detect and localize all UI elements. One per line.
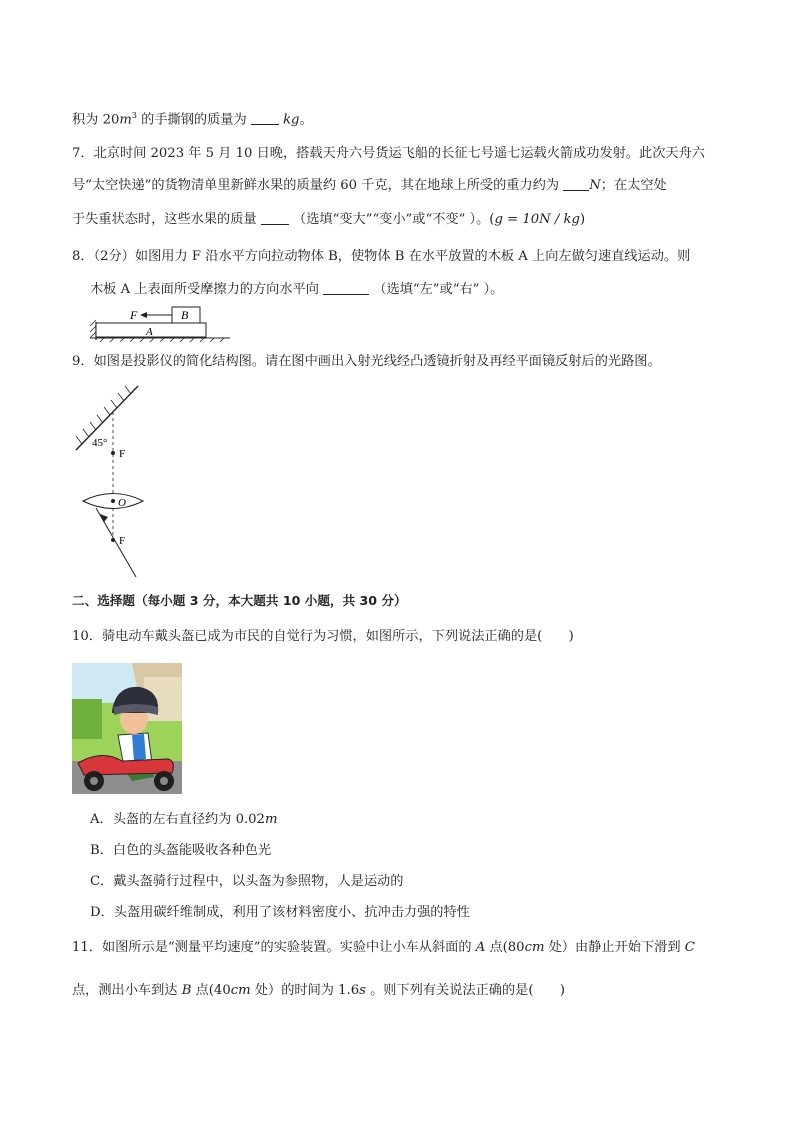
q8-figure [90, 302, 240, 346]
q11-unit-s: s [359, 983, 366, 998]
q8-force-arrowhead [140, 312, 147, 318]
q7-line2 [72, 176, 667, 196]
q9-center-label: O [118, 497, 126, 509]
q8-line1: 8．（2分）如图用力 F 沿水平方向拉动物体 B，使物体 B 在水平放置的木板 A 上向左做匀速直线运动。则 [72, 249, 691, 264]
q9-focus-top-label: F [119, 448, 126, 460]
q10-option-b[interactable]: B．白色的头盔能吸收各种色光 [90, 843, 272, 858]
q6-unit-m: m [119, 112, 132, 128]
q10-option-a-unit: m [264, 812, 278, 827]
q9-incident-ray [96, 508, 136, 577]
q8-label-a: A [146, 326, 153, 338]
q7-mass-blank[interactable] [261, 210, 289, 225]
q7-weight-blank[interactable] [563, 176, 589, 191]
q9-mirror-hatch [76, 386, 131, 444]
q9-lens-center [111, 499, 115, 503]
q9-focus-bottom-label: F [119, 535, 126, 547]
q11-l2-a: 点，测出小车到达 [72, 983, 182, 998]
q8-line2-post: （选填“左”或“右” ）。 [369, 282, 504, 297]
q11-l1-c: 处）由静止开始下滑到 [544, 940, 685, 955]
q10-text: 10．骑电动车戴头盔已成为市民的自觉行为习惯，如图所示，下列说法正确的是( ) [72, 629, 574, 644]
q7-line3-pre: 于失重状态时，这些水果的质量 [72, 212, 261, 227]
q9-figure [70, 380, 160, 585]
q11-l2-c: 处）的时间为 1.6 [250, 983, 360, 998]
q8-wall-hatch [90, 320, 96, 338]
q10-option-a[interactable] [90, 810, 277, 830]
q8-label-b: B [181, 308, 189, 322]
q9-text: 9．如图是投影仪的简化结构图。请在图中画出入射光线经凸透镜折射及再经平面镜反射后的光路图。 [72, 354, 661, 369]
q8-direction-blank[interactable] [323, 280, 369, 295]
q6-text-pre: 积为 20 [72, 112, 120, 128]
q10-option-d[interactable]: D．头盔用碳纤维制成，利用了该材料密度小、抗冲击力强的特性 [90, 905, 470, 920]
q7-line3-mid: （选填“变大”“变小”或“不变” ）。( [288, 212, 495, 227]
q8-label-f: F [130, 308, 138, 322]
q7-line2-pre: 号“太空快递”的货物清单里新鲜水果的质量约 60 千克，其在地球上所受的重力约为 [72, 178, 564, 193]
q7-line2-post: ；在太空处 [600, 178, 667, 193]
q11-l1-a: 11．如图所示是“测量平均速度”的实验装置。实验中让小车从斜面的 [72, 940, 476, 955]
q10-option-c[interactable]: C．戴头盔骑行过程中，以头盔为参照物，人是运动的 [90, 874, 404, 889]
q6-end: 。 [299, 112, 313, 128]
q9-focus-top [111, 451, 115, 455]
q11-point-c: C [684, 940, 695, 955]
q8-line2-pre: 木板 A 上表面所受摩擦力的方向水平向 [90, 282, 324, 297]
q8-line2 [90, 280, 503, 300]
q6-tail-line [72, 106, 313, 130]
q11-unit-cm-1: cm [524, 940, 545, 955]
q7-line1: 7．北京时间 2023 年 5 月 10 日晚，搭载天舟六号货运飞船的长征七号遥七运载火箭成功发射。此次天舟六 [72, 146, 705, 161]
q11-l2-d: 。则下列有关说法正确的是( ) [365, 983, 565, 998]
q9-angle-label: 45° [92, 437, 108, 449]
q9-ray-arrowhead [100, 514, 108, 522]
q6-text-mid: 的手撕钢的质量为 [136, 112, 251, 128]
q6-unit: kg [283, 112, 300, 128]
section2-title: 二、选择题（每小题 3 分，本大题共 10 小题，共 30 分） [72, 593, 407, 608]
q11-l1-b: 点(80 [485, 940, 525, 955]
q11-line1 [72, 938, 695, 958]
q6-sup: 3 [131, 111, 137, 120]
q11-line2 [72, 981, 565, 1001]
q7-line3-end: ) [579, 212, 586, 227]
q8-ground-hatch [100, 338, 224, 342]
q11-point-b: B [181, 983, 192, 998]
q11-unit-cm-2: cm [230, 983, 251, 998]
q7-g-value: g = 10N / kg [494, 212, 580, 227]
q10-option-a-text: A．头盔的左右直径约为 0.02 [90, 812, 265, 827]
q7-line3 [72, 210, 585, 230]
q11-point-a: A [475, 940, 486, 955]
q6-answer-blank[interactable] [251, 110, 279, 125]
q10-helmet-rider-image [72, 663, 182, 794]
q7-unit-n: N [589, 178, 601, 193]
q11-l2-b: 点(40 [191, 983, 231, 998]
